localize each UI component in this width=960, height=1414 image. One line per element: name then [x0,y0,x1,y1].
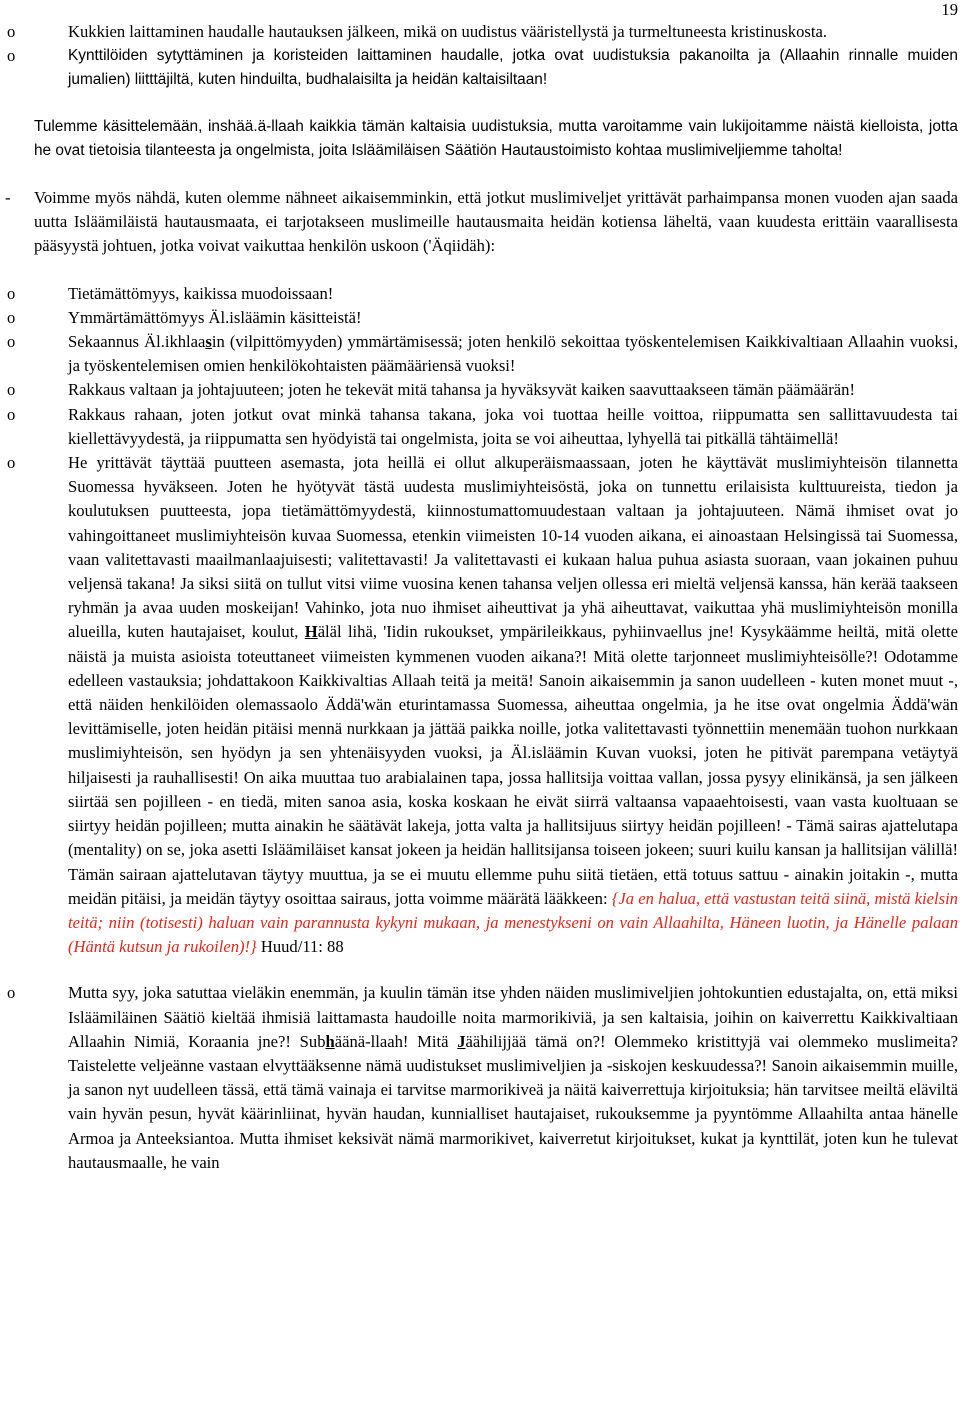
bullet-marker: o [7,307,16,327]
long-item-text-2: äläl lihä, 'Iidin rukoukset, ympärileikkaus, pyhiinvaellus jne! Kysykäämme heiltä, mitä olette näistä ja muista asioista toteuttaneet viimeisten kymmenen vuoden aikana?! Mitä olette tarjonneet muslimiyhteisölle?! Odotamme edelleen vastauksia; johdattakoon Kaikkivaltias Allaah teitä ja meitä! Sanoin aikaisemmin ja sanon uudelleen - kuten monet muut -, että näiden henkilöiden olemassaolo Äddä'wän eturintamassa Suomessa, aiheuttaa ongelmia, ja he itse ovat ongelmia Äddä'wän levittämiselle, joten heidän pitäisi mennä nurkkaan ja jättää paikka noille, jotka valitettavasti työnnettiin menemään tuohon nurkkaan muslimiyhteisön, sen hyödyn ja sen yhtenäisyyden vuoksi, ja Äl.isläämin Kuvan vuoksi, joten he pitivät parempana vetäytyä hiljaisesti ja rauhallisesti! On aika muuttaa tuo arabialainen tapa, jossa hallitsija voittaa vallan, jossa pysyy elinikänsä, ja sen jälkeen siirtää sen pojilleen - en tiedä, miten sanoa asia, koska koskaan he eivät siirrä valtaansa vapaaehtoisesti, vaan vasta kuoltuaan se siirtyy heidän pojilleen; mutta ainakin he säätävät lakeja, jotta valta ja hallitsijuus siirtyy heidän pojilleen! - Tämä sairas ajattelutapa (mentality) on se, joka asetti Isläämiläiset kansat jokeen ja heidän hallitsijansa toiseen jokeen; suuri kuilu kansan ja hallitsijan välillä! Tämän sairaan ajattelutavan täytyy muuttua, ja se ei muutu ellemme puhu siitä tietäen, että totuus sattuu - ainakin joitakin -, mutta meidän pitäisi, ja meidän täytyy osoittaa sairaus, jotta voimme määrätä lääkkeen: [68,622,958,908]
list-item [7,282,958,306]
page-number: 19 [941,0,958,19]
bullet-marker: o [7,983,16,1003]
reasons-list [0,282,960,960]
list-item-text-pre: Sekaannus Äl.ikhlaa [68,332,206,352]
list-item-emphasis: s [205,332,212,352]
intro-paragraph: Tulemme käsittelemään, inshää.ä-llaah kaikkia tämän kaltaisia uudistuksia, mutta varoitamme vain lukijoitamme näistä kielloista, jotta he ovat tietoisia tilanteesta ja ongelmista, joita Isläämiläisen Säätiön Hautaustoimisto kohtaa muslimiveljiemme taholta! [34,117,958,159]
last-item-emphasis-j: J [457,1031,466,1051]
dash-text: Voimme myös nähdä, kuten olemme nähneet aikaisemminkin, että jotkut muslimiveljet yrittävät parhaimpansa monen vuoden ajan saada uutta Isläämiläistä hautausmaata, ei tarjotakseen muslimeille hautausmaita heidän kotiensa läheltä, vaan kuudesta erittäin vaarallisesta pääsyystä johtuen, jotka voivat vaikuttaa henkilön uskoon ('Äqiidäh): [34,188,958,256]
list-item-long [7,451,958,959]
list-item-text: Rakkaus rahaan, joten jotkut ovat minkä tahansa takana, joka voi tuottaa heille voittoa, riippumatta sen sallittavuudesta tai kiellettävyydestä, ja riippumatta sen hyödyistä tai ongelmista, joita se voi aiheuttaa, lyhyellä tai pitkällä tähtäimellä! [68,404,958,448]
long-item-text-1: He yrittävät täyttää puutteen asemasta, jota heillä ei ollut alkuperäismaassaan, joten he käyttävät muslimiyhteisön tilannetta Suomessa hyväkseen. Joten he hyötyvät tästä uudesta muslimiyhteisöstä, joka on tunnettu erilaisista kulttuureista, tiedon ja koulutuksen puutteesta, jopa tietämättömyydestä, kiinnostumattomuudestaan valtaan ja johtajuuteen. Nämä ihmiset ovat jo vahingoittaneet muslimiyhteisön kuvaa Suomessa, etenkin viimeisten 10-14 vuoden aikana, ei ainoastaan Helsingissä tai Suomessa, vaan valitettavasti maailmanlaajuisesti; valitettavasti! Ja valitettavasti ei kukaan halua puhua asiasta suoraan, vaan jokainen puhuu veljensä takana! Ja siksi siitä on tullut vitsi viime vuosina kenen tahansa veljen ollessa eri mieltä veljensä kanssa, hän kerää taakseen ryhmän ja avaa uuden moskeijan! Vahinko, jota nuo ihmiset aiheuttivat ja yhä aiheuttavat, vaikuttaa yhä muslimiyhteisön monilla alueilla, kuten hautajaiset, koulut, [68,453,958,642]
quran-reference: Huud/11: 88 [256,937,344,957]
bullet-item-candles [7,44,958,92]
list-item [7,403,958,451]
quran-quote: {Ja en halua, että vastustan teitä siinä, mistä kielsin teitä; niin (totisesti) haluan vain parannusta kykyni mukaan, ja menestykseni on vain Allaahilta, Häneen luotin, ja Hänelle palaan (Häntä kutsun ja rukoilen)!} [68,888,958,957]
last-item-emphasis-h: h [325,1031,335,1051]
bullet-item-flowers [7,20,958,44]
list-item-text-post: in (vilpittömyyden) ymmärtämisessä; joten henkilö sekoittaa työskentelemisen Kaikkivaltiaan Allaahin vuoksi, ja työskentelemisen omien henkilökohtaisten päämääriensä vuoksi! [68,332,959,376]
list-item-text: Tietämättömyys, kaikissa muodoissaan! [68,283,334,303]
list-item-text: Ymmärtämättömyys Äl.isläämin käsitteistä! [68,307,362,327]
list-item [7,330,959,378]
last-item-text-3: äähilijjää tämä on?! Olemmeko kristittyjä vai olemmeko muslimeita? Taistelette veljeänne vastaan elvyttääksenne nämä uudistukset muslimiveljien ja -siskojen keskuudessa?! Sanoin aikaisemmin muille, ja sanon nyt uudelleen tässä, että tämä vainaja ei tarvitse marmorikiveä ja näitä kaiverrettuja kirjoituksia; hän tarvitsee meiltä eläviltä vain hyvän pesun, hyvät käärinliinat, hyvän haudan, kunnialliset hautajaiset, rukouksemme ja pyyntömme Allaahilta antaa hänelle Armoa ja Anteeksiantoa. Mutta ihmiset keksivät nämä marmorikivet, kaiverretut kirjoitukset, kukat ja kynttilät, joten kun he tulevat hautausmaalle, he vain [68,1031,958,1172]
bullet-marker: o [7,453,16,473]
bullet-marker: o [7,46,16,66]
list-item [7,378,958,402]
dash-item [5,186,958,259]
bullet-marker: o [7,22,16,41]
bullet-marker: o [7,380,16,400]
page-body [0,20,960,1175]
bullet-text: Kukkien laittaminen haudalle hautauksen jälkeen, mikä on uudistus vääristellystä ja turmeltuneesta kristinuskosta. [68,22,827,41]
list-item-text: Rakkaus valtaan ja johtajuuteen; joten he tekevät mitä tahansa ja hyväksyvät kaiken saavuttaakseen tämän päämäärän! [68,380,855,400]
list-item [7,306,958,330]
bullet-marker: o [7,404,16,424]
bullet-text: Kynttilöiden sytyttäminen ja koristeiden laittaminen haudalle, jotka ovat uudistuksia pakanoilta ja (Allaahin rinnalle muiden jumalien) liitttäjiltä, kuten hinduilta, budhalaisilta ja heidän kaltaisiltaan! [68,47,958,89]
list-item-last [7,981,958,1175]
bullet-marker: o [7,283,16,303]
last-item-text-1: Mutta syy, joka satuttaa vieläkin enemmän, ja kuulin tämän itse yhden näiden muslimiveljien johtokuntien edustajalta, on, että miksi Isläämiläinen Säätiö kieltää ihmisiä laittamasta haudoille noita marmorikiviä, ja sen kaltaisia, joihin on kaiverrettu Kaikkivaltiaan Allaahin Nimiä, Koraania jne?! Sub [68,983,958,1051]
long-item-emphasis: H [304,622,318,642]
bullet-marker: o [7,332,16,352]
last-item-text-2: äänä-llaah! Mitä [334,1031,458,1051]
dash-marker: - [5,188,11,208]
